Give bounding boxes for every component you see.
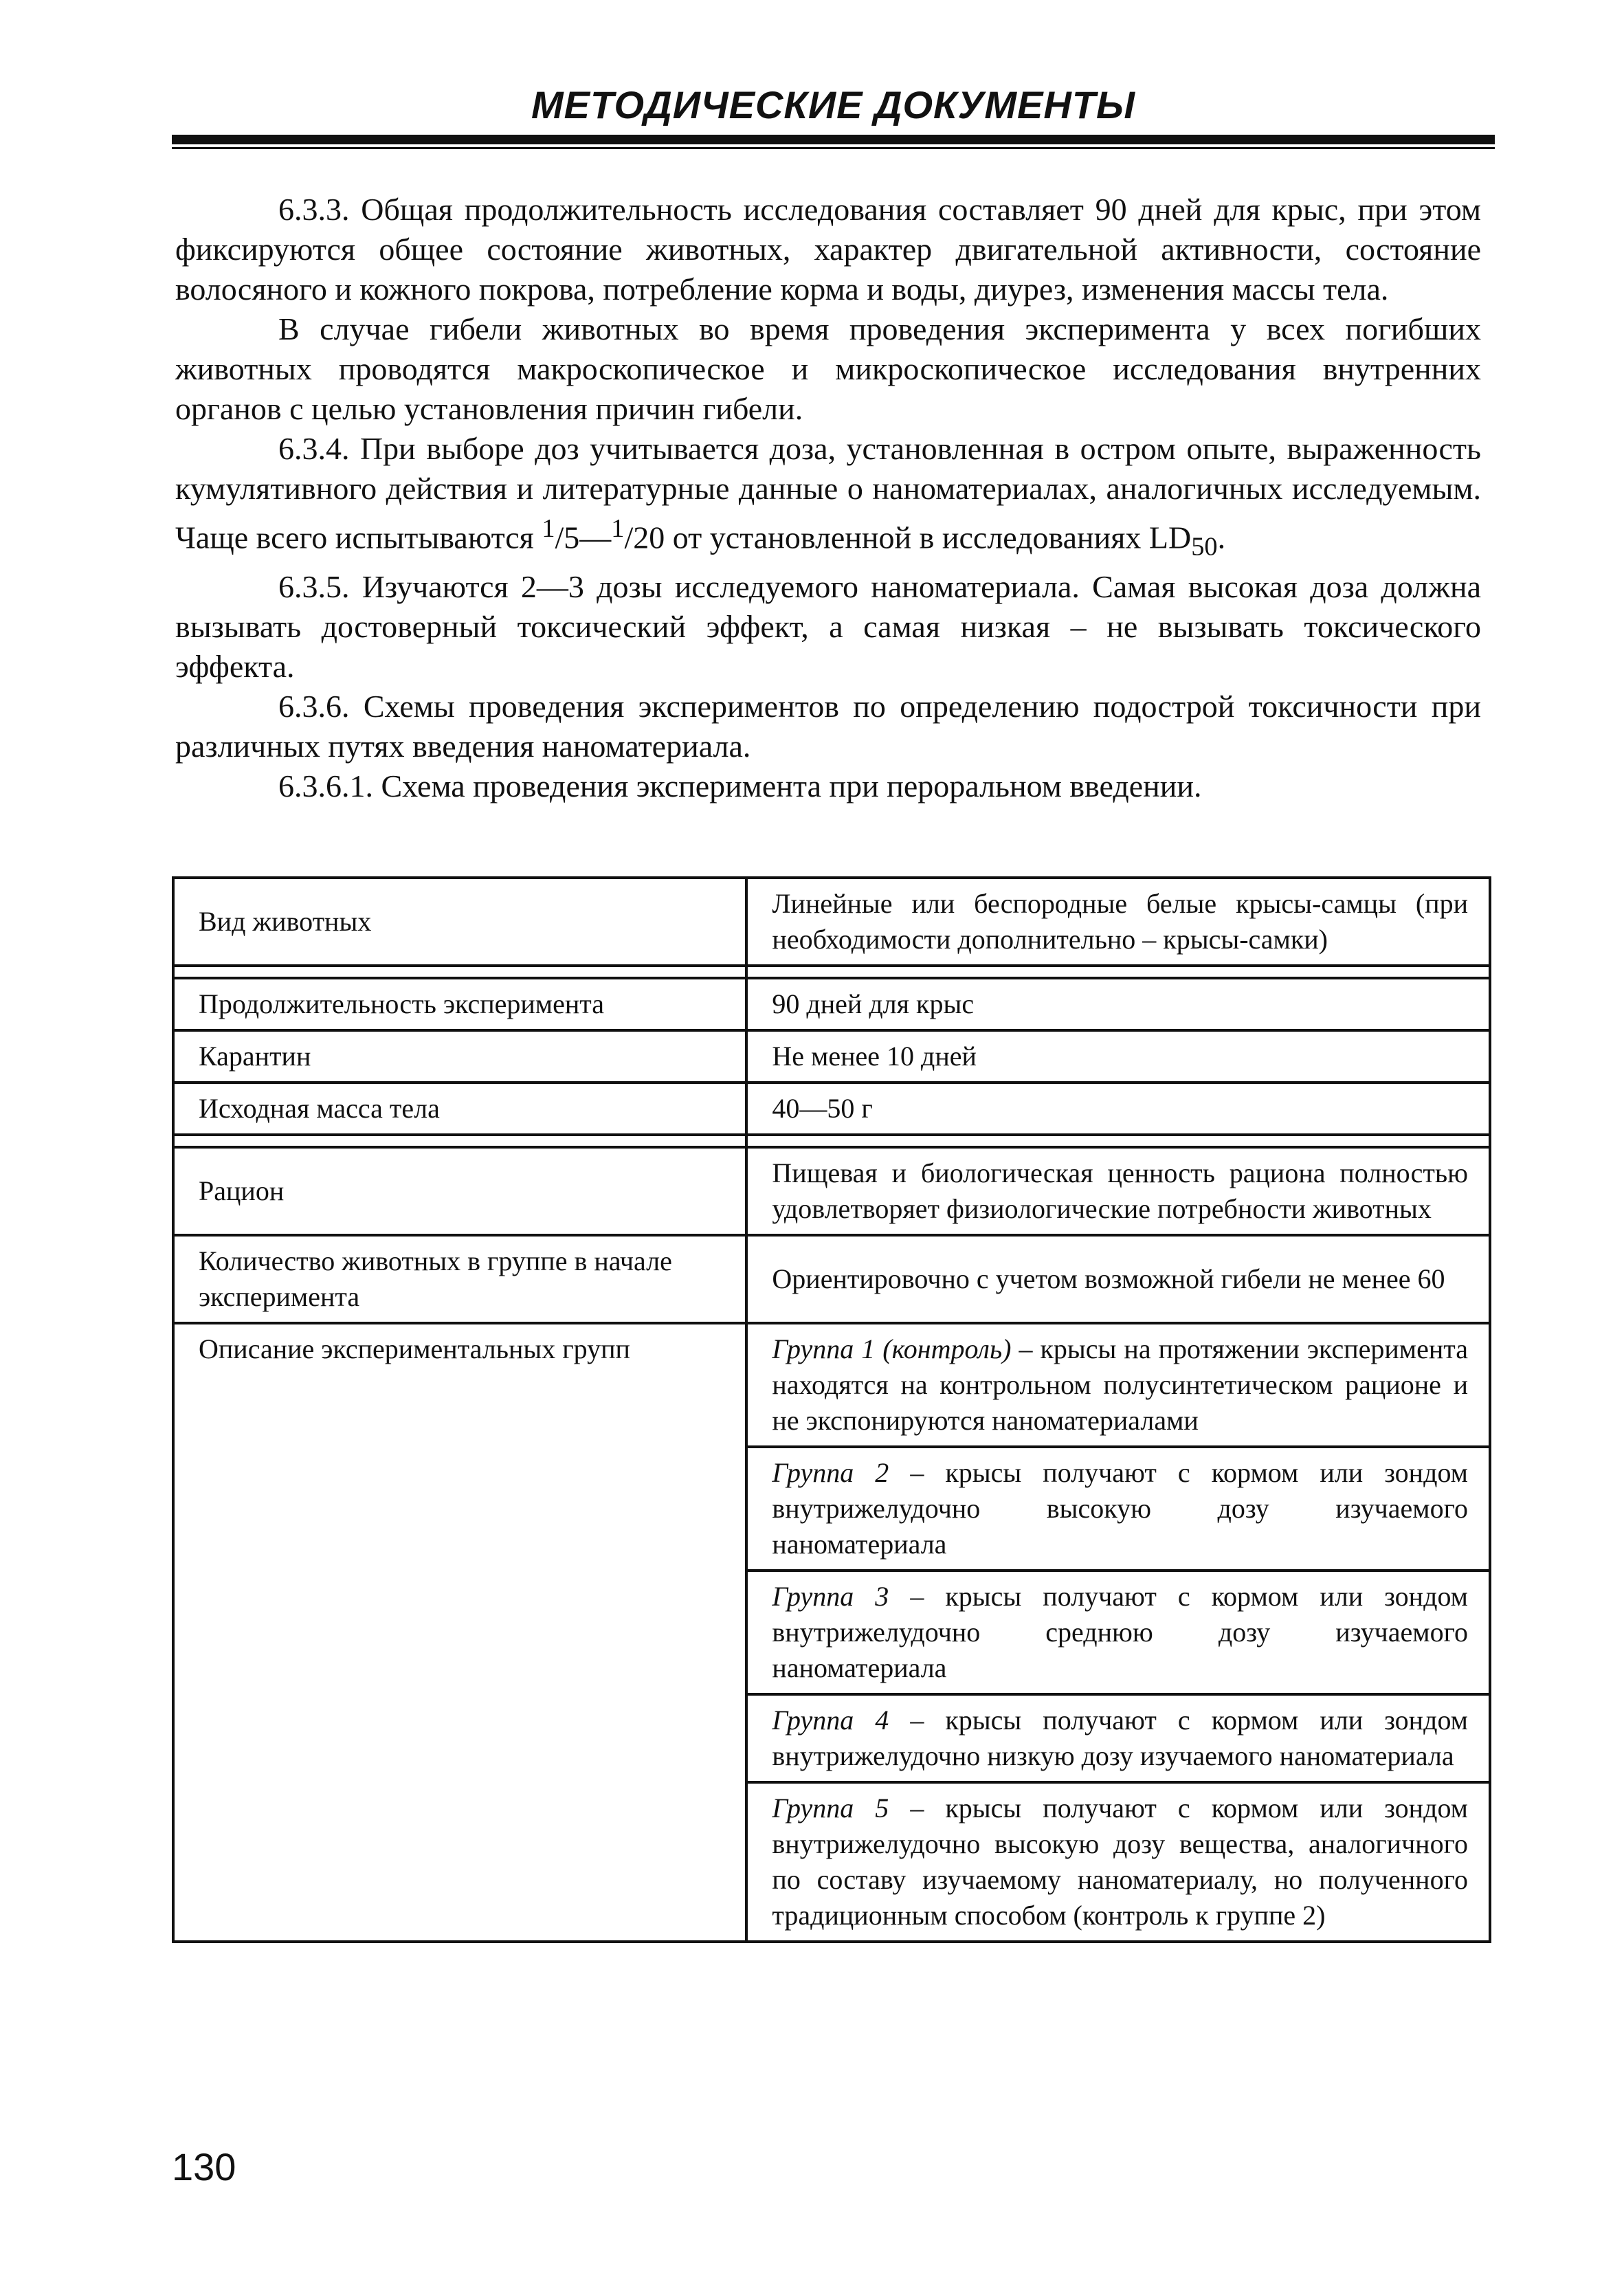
table-cell-label: Карантин — [173, 1030, 746, 1083]
running-header: МЕТОДИЧЕСКИЕ ДОКУМЕНТЫ — [531, 83, 1136, 126]
table-row — [173, 1235, 1490, 1323]
header-rule-thick — [172, 135, 1495, 144]
paragraph-6-3-5: 6.3.5. Изучаются 2—3 дозы исследуемого наноматериала. Самая высокая доза должна вызывать достоверный токсический эффект, а самая низкая – не вызывать токсического эффекта. — [175, 568, 1481, 684]
paragraph-6-3-6-1: 6.3.6.1. Схема проведения эксперимента при пероральном введении. — [278, 768, 1202, 803]
group-cell: Группа 1 (контроль) – крысы на протяжении эксперимента находятся на контрольном полусинтетическом рационе и не экспонируются наноматериалами — [746, 1323, 1490, 1447]
group-cell: Группа 5 – крысы получают с кормом или зондом внутрижелудочно высокую дозу вещества, аналогичного по составу изучаемому наноматериалу, но полученного традиционным способом (контроль к группе 2) — [746, 1782, 1490, 1942]
table-row — [173, 1083, 1490, 1135]
paragraph-death-case: В случае гибели животных во время проведения эксперимента у всех погибших животных проводятся макроскопическое и микроскопическое исследования внутренних органов с целью установления причин гибели. — [175, 311, 1481, 426]
group-name: Группа 4 — [772, 1705, 889, 1736]
table-row — [173, 1030, 1490, 1083]
table-cell-value: 90 дней для крыс — [746, 978, 1490, 1030]
experiment-scheme-table — [172, 876, 1491, 1943]
fraction-2-numerator: 1 — [611, 514, 625, 543]
page-number: 130 — [172, 2145, 236, 2188]
table-row — [173, 978, 1490, 1030]
table-cell-label: Продолжительность эксперимента — [173, 978, 746, 1030]
table-cell-value: Пищевая и биологическая ценность рациона полностью удовлетворяет физиологические потребности животных — [746, 1147, 1490, 1235]
table-cell-label: Количество животных в группе в начале эксперимента — [173, 1235, 746, 1323]
header-rule-thin — [172, 147, 1495, 149]
group-name: Группа 5 — [772, 1793, 889, 1823]
table-row — [173, 1323, 1490, 1447]
fraction-1-numerator: 1 — [542, 514, 555, 543]
table-cell-value: Не менее 10 дней — [746, 1030, 1490, 1083]
ld-subscript: 50 — [1191, 532, 1218, 562]
paragraph-6-3-3: 6.3.3. Общая продолжительность исследования составляет 90 дней для крыс, при этом фиксируются общее состояние животных, характер двигательной активности, состояние волосяного и кожного покрова, потребление корма и воды, диурез, изменения массы тела. — [175, 192, 1481, 307]
group-name: Группа 1 (контроль) — [772, 1333, 1012, 1364]
body-text — [175, 190, 1481, 806]
paragraph-6-3-6: 6.3.6. Схемы проведения экспериментов по определению подострой токсичности при различных путях введения наноматериала. — [175, 688, 1481, 764]
table-cell-value: Линейные или беспородные белые крысы-самцы (при необходимости дополнительно – крысы-самки) — [746, 878, 1490, 966]
table-cell-groups-label: Описание экспериментальных групп — [173, 1323, 746, 1942]
table-cell-value: Ориентировочно с учетом возможной гибели не менее 60 — [746, 1235, 1490, 1323]
group-name: Группа 3 — [772, 1581, 889, 1612]
fraction-2-denominator: /20 — [624, 520, 665, 555]
paragraph-6-3-4: 6.3.4. При выборе доз учитывается доза, установленная в остром опыте, выраженность кумулятивного действия и литературные данные о наноматериалах, аналогичных исследуемым. Чаще всего испытываются $^1$/5—$^1$/20 от установленной в исследованиях $LD_{50}$. — [175, 431, 1481, 562]
table-cell-value: 40—50 г — [746, 1083, 1490, 1135]
table-cell-label: Исходная масса тела — [173, 1083, 746, 1135]
fraction-1-denominator: /5 — [555, 520, 580, 555]
group-name: Группа 2 — [772, 1457, 889, 1488]
group-cell: Группа 4 – крысы получают с кормом или зондом внутрижелудочно низкую дозу изучаемого наноматериала — [746, 1694, 1490, 1782]
group-cell: Группа 3 – крысы получают с кормом или зондом внутрижелудочно среднюю дозу изучаемого наноматериала — [746, 1571, 1490, 1694]
table-row — [173, 1147, 1490, 1235]
table-cell-label: Вид животных — [173, 878, 746, 966]
table-cell-label: Рацион — [173, 1147, 746, 1235]
group-cell: Группа 2 – крысы получают с кормом или зондом внутрижелудочно высокую дозу изучаемого наноматериала — [746, 1447, 1490, 1571]
table-row — [173, 878, 1490, 966]
